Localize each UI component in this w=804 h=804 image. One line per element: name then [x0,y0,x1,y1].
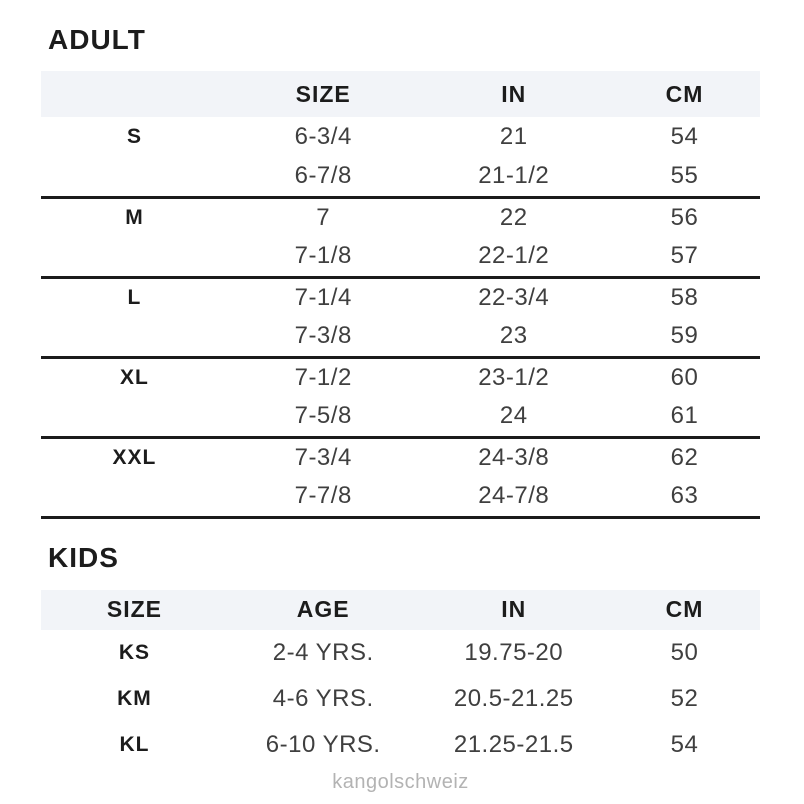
cell-cm: 63 [609,477,760,517]
cell-cm: 62 [670,443,699,471]
cell-in: 22 [499,203,528,231]
cell-in: 24 [418,397,609,437]
cell-size: 7-3/4 [294,443,352,471]
cell-in: 21.25-21.5 [453,730,574,758]
cell-in: 24-7/8 [418,477,609,517]
row-label [41,157,228,197]
adult-header-cm: CM [609,71,760,117]
table-row-km [41,676,760,722]
table-row-s-2 [41,157,760,197]
adult-header-blank [41,71,228,117]
cell-cm: 57 [609,237,760,277]
kids-header-size: SIZE [41,590,228,630]
cell-in: 23-1/2 [478,363,550,391]
cell-in: 22-1/2 [418,237,609,277]
cell-in: 23 [418,317,609,357]
adult-header-size: SIZE [228,71,419,117]
cell-cm: 55 [609,157,760,197]
cell-size: 7-1/2 [294,363,352,391]
row-label: L [127,285,142,309]
cell-cm: 58 [670,283,699,311]
cell-cm: 61 [609,397,760,437]
row-label: KS [118,640,151,664]
cell-age: 4-6 YRS. [272,684,374,712]
table-row-xxl-2 [41,477,760,517]
cell-in: 21 [499,123,528,150]
table-row-ks [41,630,760,676]
watermark-text: kangolschweiz [332,770,469,793]
cell-cm: 52 [670,684,699,712]
row-label: KM [117,686,152,710]
table-row-xl-1 [41,357,760,397]
table-row-kl [41,722,760,768]
table-row-xl-2 [41,397,760,437]
table-row-xxl-1 [41,437,760,477]
cell-cm: 50 [670,638,699,666]
row-label: XXL [112,445,157,469]
adult-size-table [41,71,760,519]
cell-size: 7-1/8 [228,237,419,277]
cell-size: 7 [316,203,331,231]
row-label: S [126,125,142,148]
table-row-l-2 [41,317,760,357]
table-row-l-1 [41,277,760,317]
cell-cm: 54 [670,730,699,758]
kids-section-title: KIDS [48,541,119,573]
cell-cm: 54 [670,123,699,150]
cell-age: 2-4 YRS. [272,638,374,666]
cell-in: 24-3/8 [478,443,550,471]
row-label [41,477,228,517]
cell-size: 7-1/4 [294,283,352,311]
kids-header-age: AGE [228,590,419,630]
cell-size: 6-7/8 [228,157,419,197]
cell-size: 7-7/8 [228,477,419,517]
row-label [41,317,228,357]
cell-size: 7-3/8 [228,317,419,357]
table-row-s-1 [41,117,760,157]
row-label: XL [120,365,149,389]
cell-size: 6-3/4 [294,123,352,150]
row-label [41,237,228,277]
row-label [41,397,228,437]
cell-cm: 60 [670,363,699,391]
cell-in: 21-1/2 [418,157,609,197]
adult-header-in: IN [418,71,609,117]
row-label: M [125,205,144,229]
cell-in: 20.5-21.25 [453,684,574,712]
adult-section-title: ADULT [48,24,146,55]
row-label: KL [119,732,150,756]
cell-cm: 56 [670,203,699,231]
kids-header-cm: CM [609,590,760,630]
cell-cm: 59 [609,317,760,357]
cell-in: 19.75-20 [464,638,564,666]
cell-size: 7-5/8 [228,397,419,437]
adult-header-row [41,71,760,117]
cell-in: 22-3/4 [478,283,550,311]
kids-size-table [41,590,760,768]
table-row-m-2 [41,237,760,277]
kids-header-row [41,590,760,630]
kids-header-in: IN [418,590,609,630]
table-row-m-1 [41,197,760,237]
cell-age: 6-10 YRS. [265,730,381,758]
